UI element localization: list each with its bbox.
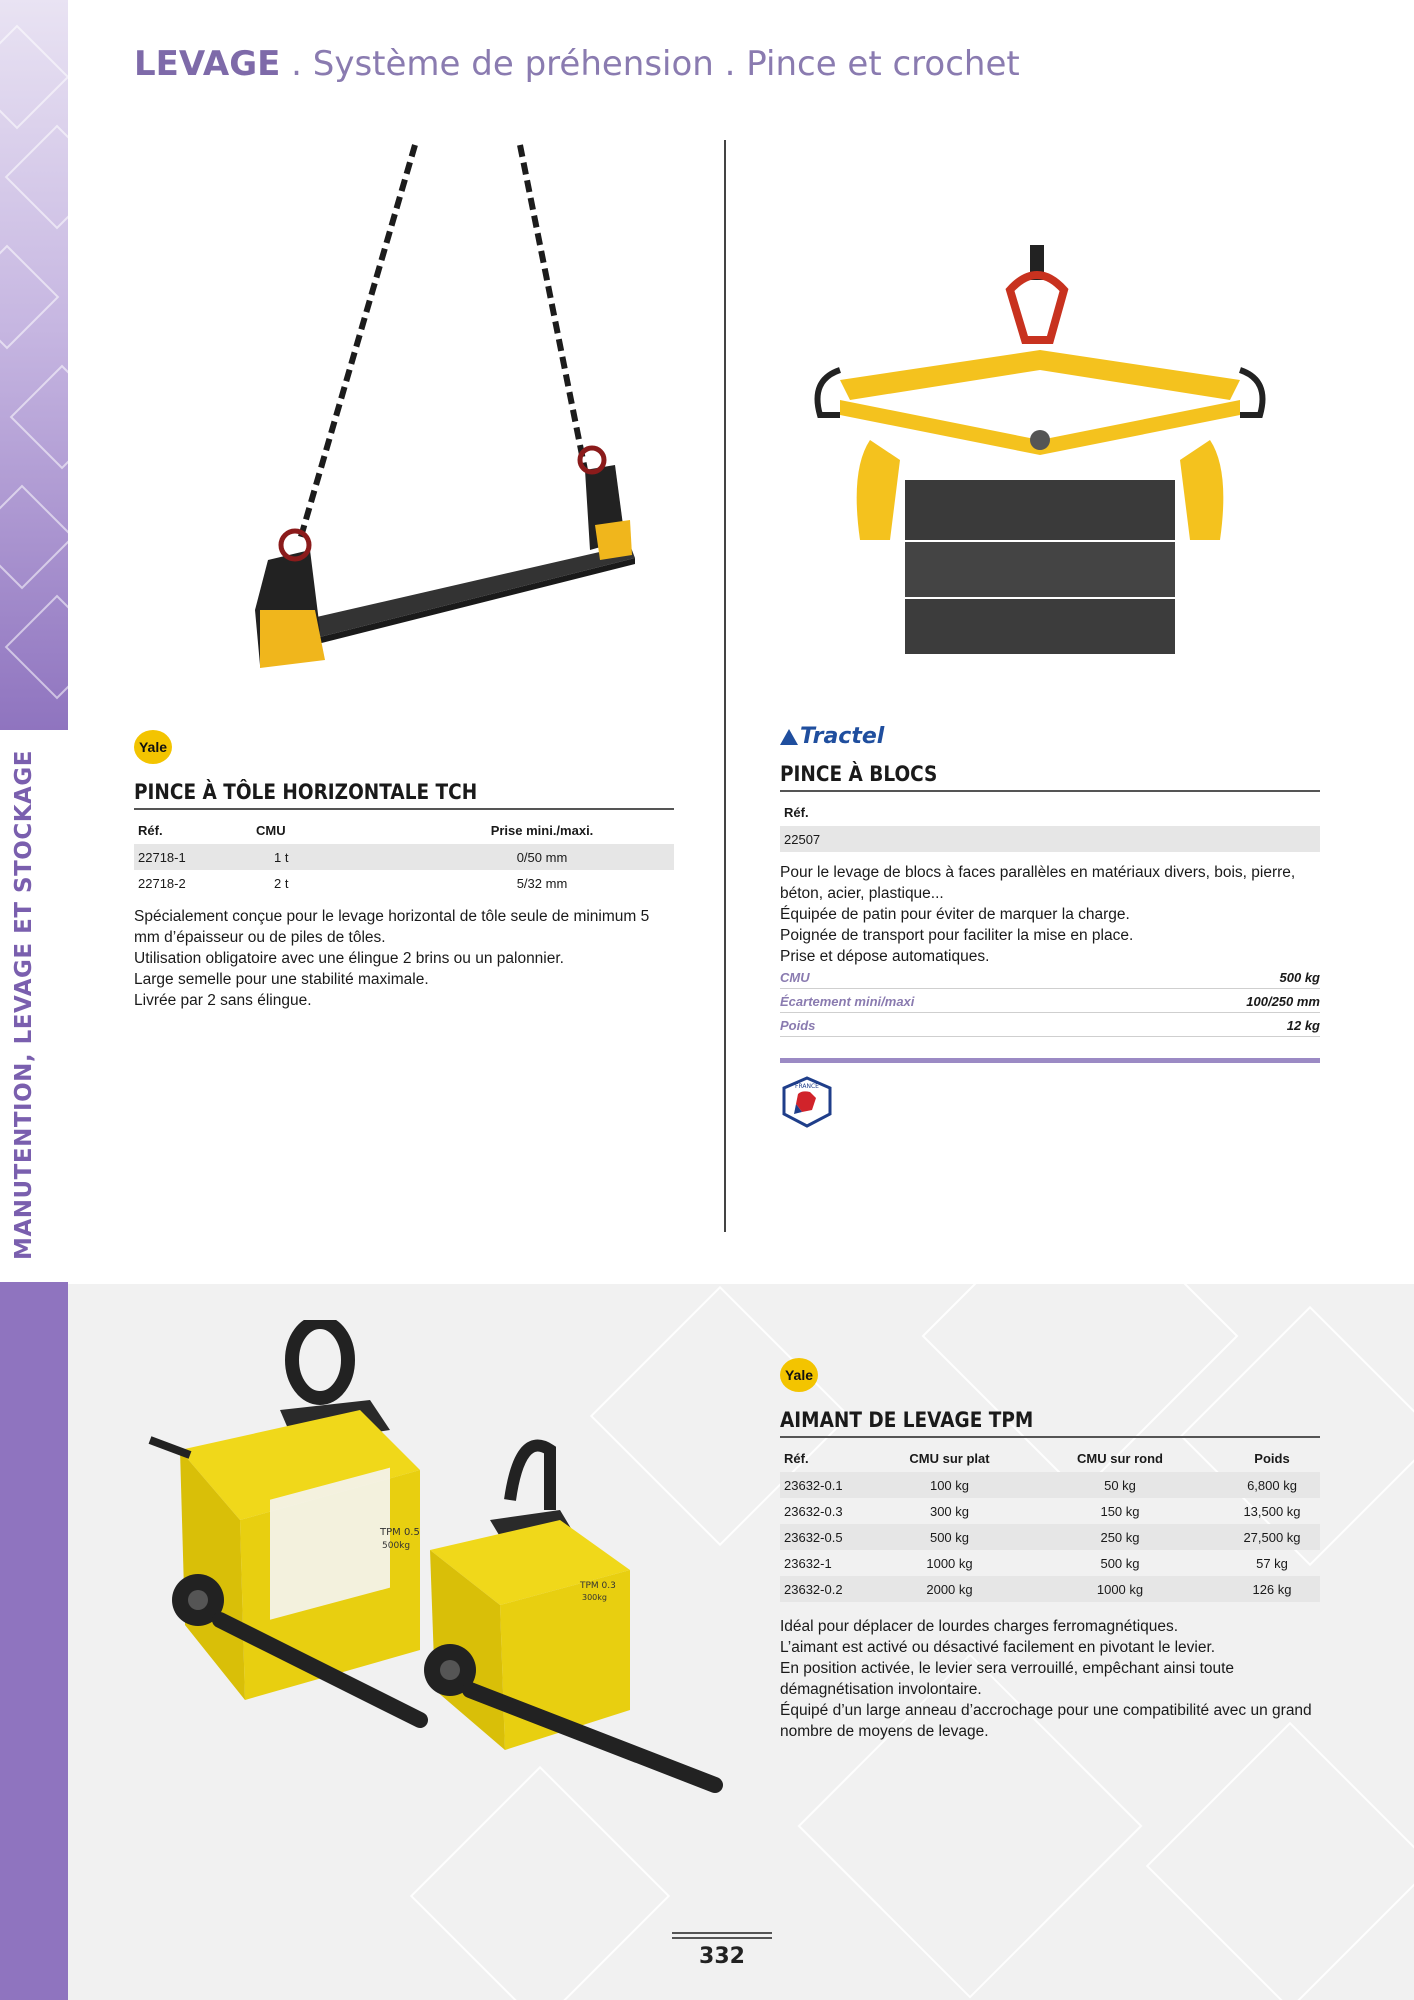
section-label: MANUTENTION, LEVAGE ET STOCKAGE xyxy=(11,750,37,1260)
table-cell: 23632-0.3 xyxy=(784,1503,843,1519)
small-magnet xyxy=(424,1446,715,1785)
page-number-rule xyxy=(672,1937,772,1939)
table-cell: 500 kg xyxy=(883,1524,1016,1550)
made-in-france-icon xyxy=(780,1076,834,1128)
table-row xyxy=(780,1524,1320,1550)
table-row xyxy=(780,1498,1320,1524)
description-line: L’aimant est activé ou désactivé facilement en pivotant le levier. xyxy=(780,1639,1216,1656)
tractel-icon xyxy=(780,729,798,745)
tch-spec-table xyxy=(134,816,674,896)
page-title xyxy=(134,44,1020,84)
table-cell: 27,500 kg xyxy=(1224,1524,1320,1550)
table-header: CMU sur plat xyxy=(909,1450,990,1466)
table-row xyxy=(780,1576,1320,1602)
table-header: CMU sur rond xyxy=(1077,1450,1163,1466)
table-header: Réf. xyxy=(784,804,809,820)
spec-label: Écartement mini/maxi xyxy=(780,993,915,1009)
blocs-end-rule xyxy=(780,1058,1320,1063)
magnet-label: 500kg xyxy=(382,1541,411,1551)
table-header: Réf. xyxy=(784,1450,809,1466)
lifting-magnet-illustration xyxy=(120,1320,740,1800)
table-cell: 500 kg xyxy=(1100,1555,1140,1571)
table-cell: 23632-0.5 xyxy=(780,1524,883,1550)
description-line: Prise et dépose automatiques. xyxy=(780,948,990,965)
table-cell: 23632-0.2 xyxy=(780,1576,883,1602)
block-clamp-illustration xyxy=(790,240,1290,660)
table-header: Réf. xyxy=(138,822,163,838)
description-line: Pour le levage de blocs à faces parallèles en matériaux divers, bois, pierre, béton, acier, plastique... xyxy=(780,864,1296,902)
magnet-label: TPM 0.3 xyxy=(580,1581,616,1591)
blocs-title: PINCE À BLOCS xyxy=(780,762,938,786)
spec-value: 500 kg xyxy=(1279,969,1320,985)
table-cell: 300 kg xyxy=(929,1503,970,1519)
table-cell: 50 kg xyxy=(1016,1472,1224,1498)
blocs-title-rule xyxy=(780,790,1320,792)
side-decoration xyxy=(0,0,68,730)
table-cell: 22507 xyxy=(780,826,1320,852)
tpm-title-rule xyxy=(780,1436,1320,1438)
yale-logo: Yale xyxy=(134,730,172,764)
blocs-description xyxy=(780,862,1320,967)
table-cell: 150 kg xyxy=(1100,1503,1140,1519)
column-divider xyxy=(724,140,726,1232)
blocs-ref-table xyxy=(780,798,1320,852)
description-line: Équipée de patin pour éviter de marquer la charge. xyxy=(780,906,1130,923)
page-category: LEVAGE xyxy=(134,44,281,84)
table-row xyxy=(134,844,674,870)
description-line: Utilisation obligatoire avec une élingue 2 brins ou un palonnier. xyxy=(134,950,564,967)
table-cell: 1000 kg xyxy=(1016,1576,1224,1602)
table-cell: 22718-2 xyxy=(138,875,186,891)
description-line: Spécialement conçue pour le levage horizontal de tôle seule de minimum 5 mm d’épaisseur ou de piles de tôles. xyxy=(134,908,650,946)
table-cell: 2 t xyxy=(274,875,289,891)
table-header: CMU xyxy=(256,822,286,838)
table-cell: 13,500 kg xyxy=(1243,1503,1301,1519)
magnet-label: 300kg xyxy=(582,1593,607,1602)
magnet-label: TPM 0.5 xyxy=(380,1527,420,1538)
tpm-spec-table xyxy=(780,1444,1320,1602)
spec-row-ecartement xyxy=(780,990,1320,1013)
tch-title: PINCE À TÔLE HORIZONTALE TCH xyxy=(134,780,478,804)
description-line: En position activée, le levier sera verrouillé, empêchant ainsi toute démagnétisation involontaire. xyxy=(780,1660,1235,1698)
large-magnet xyxy=(150,1322,420,1720)
description-line: Équipé d’un large anneau d’accrochage pour une compatibilité avec un grand nombre de moyens de levage. xyxy=(780,1702,1312,1740)
yale-logo: Yale xyxy=(780,1358,818,1392)
spec-row-cmu xyxy=(780,966,1320,989)
table-cell: 23632-1 xyxy=(784,1555,832,1571)
tpm-description xyxy=(780,1616,1320,1742)
table-header: Prise mini./maxi. xyxy=(490,822,594,838)
table-cell: 0/50 mm xyxy=(410,844,674,870)
table-header: Poids xyxy=(1254,1450,1290,1466)
table-cell: 22718-1 xyxy=(134,844,252,870)
table-cell: 6,800 kg xyxy=(1224,1472,1320,1498)
table-cell: 250 kg xyxy=(1016,1524,1224,1550)
description-line: Poignée de transport pour faciliter la mise en place. xyxy=(780,927,1134,944)
spec-label: CMU xyxy=(780,969,810,985)
table-cell: 126 kg xyxy=(1224,1576,1320,1602)
spec-label: Poids xyxy=(780,1017,816,1033)
france-label: FRANCE xyxy=(795,1083,819,1090)
table-cell: 100 kg xyxy=(883,1472,1016,1498)
table-cell: 1000 kg xyxy=(926,1555,973,1571)
table-row xyxy=(780,826,1320,852)
page-number: 332 xyxy=(699,1944,745,1969)
tch-title-rule xyxy=(134,808,674,810)
side-bottom-band xyxy=(0,1282,68,2000)
description-line: Livrée par 2 sans élingue. xyxy=(134,992,312,1009)
description-line: Large semelle pour une stabilité maximale. xyxy=(134,971,429,988)
tractel-logo: Tractel xyxy=(780,724,884,749)
table-cell: 57 kg xyxy=(1256,1555,1288,1571)
page-number-rule xyxy=(672,1932,772,1934)
spec-value: 12 kg xyxy=(1286,1017,1320,1033)
table-row xyxy=(780,1550,1320,1576)
sheet-clamp-illustration xyxy=(240,140,650,670)
table-row xyxy=(780,1472,1320,1498)
spec-row-poids xyxy=(780,1014,1320,1037)
page-subtitle: . Système de préhension . Pince et crochet xyxy=(280,44,1020,84)
description-line: Idéal pour déplacer de lourdes charges ferromagnétiques. xyxy=(780,1618,1179,1635)
table-cell: 5/32 mm xyxy=(516,875,568,891)
table-cell: 2000 kg xyxy=(883,1576,1016,1602)
tch-description xyxy=(134,906,664,1011)
table-cell: 23632-0.1 xyxy=(780,1472,883,1498)
table-cell: 1 t xyxy=(252,844,410,870)
spec-value: 100/250 mm xyxy=(1246,993,1320,1009)
table-row xyxy=(134,870,674,896)
tpm-title: AIMANT DE LEVAGE TPM xyxy=(780,1408,1034,1432)
